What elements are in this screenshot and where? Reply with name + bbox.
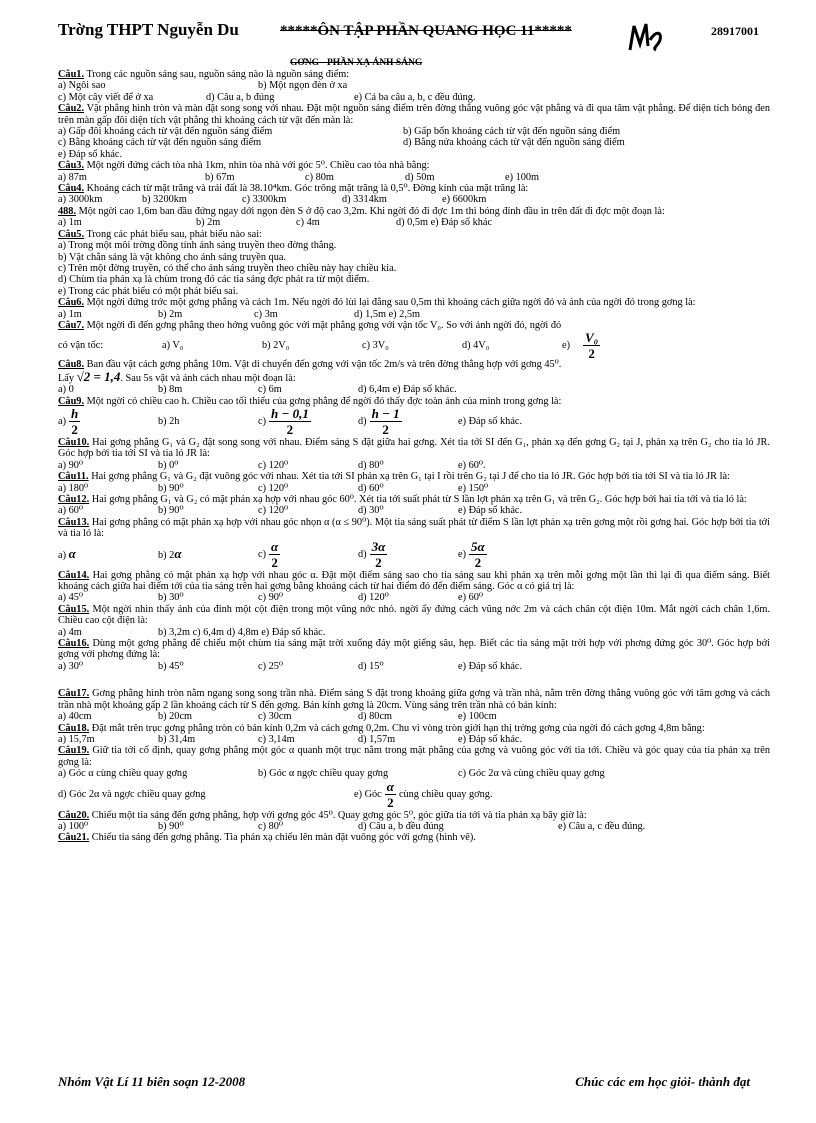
answer-option: a) 15,7m (58, 733, 95, 745)
question-number: Câu1. (58, 69, 85, 80)
answer-option: b) Gấp bốn khoảng cách từ vật đến nguồn sáng điểm (403, 126, 621, 138)
fraction-denominator: 2 (387, 795, 394, 811)
question-number: Câu7. (58, 319, 85, 331)
answer-option: c) 25⁰ (258, 660, 283, 672)
signature-logo-icon (626, 20, 666, 54)
label: e) Góc (354, 788, 382, 800)
answer-option: e) 100cm (458, 711, 497, 723)
answer-row (58, 734, 770, 745)
document-code: 28917001 (711, 24, 759, 38)
fraction-numerator: α (386, 779, 394, 795)
answer-option: c) 3300km (242, 194, 287, 206)
answer-option: c) 4m (296, 217, 320, 229)
question (58, 396, 770, 437)
text: Lấy (58, 372, 75, 384)
question (58, 359, 770, 395)
question-stem: Chiếu tia sáng đến gơng phẳng. Tia phản xạ chiếu lên màn đặt vuông góc với gơng (hình vẽ). (91, 832, 476, 844)
answer-option: a) 1m (58, 308, 82, 320)
answer-option: d) 15⁰ (358, 660, 384, 672)
answer-row (58, 483, 770, 494)
question-number: Câu19. (58, 745, 90, 757)
answer-option: d) 80⁰ (358, 459, 384, 471)
answer-option: e) Câu a, c đều đúng. (558, 820, 646, 832)
question-text (58, 471, 770, 482)
question-number: Câu16. (58, 638, 90, 650)
question-number: Câu15. (58, 603, 90, 615)
answer-option: c) 80⁰ (258, 820, 283, 832)
answer-option (58, 406, 158, 437)
question (58, 570, 770, 604)
answer-option: d) 1,5m e) 2,5m (354, 308, 421, 320)
answer-row (58, 172, 770, 183)
fraction (370, 539, 388, 570)
answer-option: e) 100m (505, 171, 540, 183)
label: a) (58, 416, 66, 428)
answer-option: d) Câu a, b đúng (206, 91, 275, 103)
question-number: Câu20. (58, 809, 90, 821)
fraction-numerator: α (271, 539, 279, 555)
answer-option: b) 2m (158, 308, 183, 320)
question-stem: Dùng một gơng phẳng để chiếu một chùm tia sáng mặt trời xuống đáy một giếng sâu, hẹp. Biết các tia sáng mặt trời hợp với phơng đứng góc 30⁰. Góc hợp bởi gơng với phơng đứng là: (58, 638, 770, 661)
answer-option: c) 30cm (258, 711, 292, 723)
question-stem: Hai gơng phẳng có mặt phản xạ hợp với nhau góc α. Đặt một điểm sáng sao cho tia sáng sau khi phản xạ trên mỗi gơng một lần thì lại đi qua điểm sáng. Biết khoảng cách giữa hai điểm tới của tia sáng trên hai gơng bằng khoảng cách từ hai điểm đó đến điểm sáng. Góc α có giá trị là: (58, 569, 770, 593)
question-text (58, 359, 770, 370)
answer-option: a) 30⁰ (58, 660, 83, 672)
question-number: Câu3. (58, 160, 85, 172)
answer-row (58, 194, 770, 205)
answer-option: e) Đáp số khác. (58, 148, 123, 160)
fraction-denominator: 2 (588, 345, 595, 361)
answer-row (58, 149, 770, 160)
answer-option: c) 80m (305, 171, 334, 183)
question (58, 160, 770, 183)
fraction (69, 406, 80, 437)
answer-row (58, 217, 770, 228)
answer-option: c) 3,14m (258, 733, 295, 745)
question-text (58, 69, 770, 80)
question-text (58, 396, 770, 407)
answer-row (58, 460, 770, 471)
answer-option: b) Góc α ngợc chiều quay gơng (258, 768, 389, 780)
answer-option: d) 80cm (358, 711, 393, 723)
answer-option: b) 90⁰ (158, 820, 184, 832)
answer-option: a) 45⁰ (58, 592, 83, 604)
answer-option: a) Ngôi sao (58, 80, 106, 92)
answer-option: b) Một ngọn đèn ở xa (258, 80, 348, 92)
header (58, 20, 763, 54)
fraction-denominator: 2 (71, 422, 78, 438)
answer-option: c) Góc 2α và cùng chiều quay gơng (458, 768, 605, 780)
answer-option: c) Một cây viết để ở xa (58, 91, 154, 103)
question (58, 810, 770, 833)
question-text (58, 437, 770, 460)
question (58, 183, 770, 206)
statement-line: a) Trong một môi trờng đồng tính ánh sáng truyền theo đờng thẳng. (58, 240, 337, 252)
answer-row (58, 80, 770, 91)
answer-option: c) 6m (258, 384, 282, 396)
question-text-cont (58, 371, 770, 384)
question (58, 69, 770, 103)
answer-option: e) Đáp số khác. (458, 733, 523, 745)
answer-row (58, 309, 770, 320)
question-stem: Một ngời cao 1,6m ban đầu đứng ngay dới ngọn đèn S ở độ cao 3,2m. Khi ngời đó đi đợc 1m thì bóng đỉnh đầu in trên đất đi đợc một đoạn là: (78, 205, 665, 217)
question (58, 604, 770, 638)
fraction (269, 539, 280, 570)
label: c) (258, 548, 266, 560)
answer-row (58, 768, 770, 779)
answer-option: e) Đáp số khác. (458, 505, 523, 517)
question (58, 206, 770, 229)
answer-option: d) 1,57m (358, 733, 396, 745)
answer-option: e) Đáp số khác. (458, 416, 523, 428)
fraction-numerator: 3α (371, 539, 386, 555)
question (58, 437, 770, 471)
question-number: Câu21. (58, 832, 90, 844)
question-stem: Vật phẳng hình tròn và màn đặt song song với nhau. Đặt một nguồn sáng điểm trên đờng thẳng vuông góc vật phẳng và đi qua tâm vật phẳng. Để diện tích bóng đen trên màn gấp đôi diện tích vật phẳng thì khoảng cách từ vật đến màn là: (58, 103, 770, 126)
question (58, 320, 770, 359)
answer-option: b) 2m (196, 217, 221, 229)
question-stem: Ban đầu vật cách gơng phẳng 10m. Vật di chuyển đến gơng với vận tốc 2m/s và trên đờng thẳng hợp với gơng 45⁰. (86, 359, 562, 371)
question-text (58, 320, 770, 331)
question (58, 638, 770, 672)
question-text (58, 229, 770, 240)
question-stem: Khoảng cách từ mặt trăng và trái đất là 38.10⁴km. Góc trông mặt trăng là 0,5⁰. Đờng kính của mặt trăng là: (86, 183, 529, 195)
answer-row (58, 627, 770, 638)
answer-option: c) 120⁰ (258, 459, 289, 471)
fraction-numerator: h (71, 406, 79, 422)
answer-option: a) V₀ (162, 339, 184, 351)
question-text (58, 160, 770, 171)
answer-option: a) 60⁰ (58, 505, 83, 517)
answer-option: e) (562, 339, 570, 351)
question (58, 688, 770, 722)
label: e) (458, 548, 466, 560)
fraction (583, 330, 600, 361)
answer-row (58, 592, 770, 603)
statement-line: b) Vật chắn sáng là vật không cho ánh sáng truyền qua. (58, 251, 286, 263)
answer-row (58, 505, 770, 516)
fraction-denominator: 2 (271, 555, 278, 571)
answer-option (458, 539, 558, 570)
question-number: Câu11. (58, 471, 89, 483)
question-stem: Hai gơng phẳng G₁ và G₂ đặt song song với nhau. Điểm sáng S đặt giữa hai gơng. Xét tia tới SI đến G₁, phản xạ đến gơng G₂ tại J, phản xạ trên G₂ cho tia ló JR. Góc hợp bởi tia tới SI và tia ló JR là: (58, 436, 770, 460)
question-number: Câu6. (58, 297, 85, 309)
question-stem: Hai gơng phẳng G₁ và G₂ đặt vuông góc với nhau. Xét tia tới SI phản xạ trên G₁ tại I rồi trên G₂ tại J để cho tia ló JR. Góc hợp bởi tia tới SI và tia ló JR là: (91, 471, 730, 483)
question-number: Câu14. (58, 569, 90, 581)
question-stem: Đặt mắt trên trục gơng phẳng tròn có bán kính 0,2m và cách gơng 0,2m. Chu vi vòng tròn giới hạn thị trờng gơng của ngời đó cách gơng 4,8m bằng: (91, 722, 705, 734)
question (58, 103, 770, 160)
fraction-numerator: h − 1 (371, 406, 400, 422)
answer-option: a) 180⁰ (58, 482, 89, 494)
question-text (58, 206, 770, 217)
question-number: Câu10. (58, 436, 90, 448)
text: . Sau 5s vật và ảnh cách nhau một đoạn là: (120, 372, 296, 384)
statement-line: d) Chùm tia phản xạ là chùm trong đó các tia sáng đợc phát ra từ một điểm. (58, 274, 370, 286)
question-stem: Một ngời có chiều cao h. Chiều cao tối thiểu của gơng phẳng để ngời đó thấy đợc toàn ảnh của mình trong gơng là: (86, 395, 562, 407)
question-number: Câu12. (58, 494, 90, 505)
answer-option: a) Góc α cùng chiều quay gơng (58, 768, 188, 780)
answer-option (358, 406, 458, 437)
question-list (58, 69, 770, 844)
answer-option: d) 4V₀ (462, 339, 490, 351)
answer-row (58, 331, 770, 359)
answer-option: d) Câu a, b đều đúng (358, 820, 444, 832)
answer-option: e) Cả ba câu a, b, c đều đúng. (354, 91, 476, 103)
answer-option (354, 779, 654, 810)
answer-option: a) 0 (58, 384, 74, 396)
fraction-denominator: 2 (286, 422, 294, 438)
question (58, 471, 770, 494)
question-stem: Trong các phát biểu sau, phát biểu nào sai: (86, 228, 262, 240)
question (58, 297, 770, 320)
answer-option: b) 31,4m (158, 733, 196, 745)
answer-option: d) 30⁰ (358, 505, 384, 517)
answer-option: b) 2h (158, 416, 180, 428)
fraction-denominator: 2 (375, 555, 382, 571)
answer-row (58, 137, 770, 148)
question-number: Câu2. (58, 103, 85, 115)
fraction-denominator: 2 (474, 555, 482, 571)
question-text (58, 832, 770, 843)
answer-option: a) Gấp đôi khoảng cách từ vật đến nguồn sáng điểm (58, 126, 273, 138)
answer-option: b) 20cm (158, 711, 193, 723)
answer-option: c) 120⁰ (258, 505, 289, 517)
fraction (385, 779, 396, 810)
question-text (58, 103, 770, 126)
answer-option (358, 539, 458, 570)
question-number: Câu4. (58, 183, 85, 195)
question-number: Câu9. (58, 395, 85, 407)
answer-option: e) 60⁰. (458, 459, 486, 471)
question-stem: Một ngời nhìn thấy ảnh của đỉnh một cột điện trong một vũng nớc nhỏ. ngời ấy đứng cách vũng nớc 2m và cách chân cột điện 10m. Mắt ngời cách chân 1,6m. Chiều cao cột điện là: (58, 603, 770, 627)
question-text (58, 810, 770, 821)
answer-option: a) 40cm (58, 711, 92, 723)
answer-option: c) 120⁰ (258, 482, 289, 494)
answer-option (58, 548, 158, 561)
label: d) (358, 416, 367, 428)
answer-option: a) 87m (58, 171, 87, 183)
answer-option: d) Góc 2α và ngợc chiều quay gơng (58, 788, 206, 800)
answer-option: a) 90⁰ (58, 459, 83, 471)
answer-option: d) 6,4m e) Đáp số khác. (358, 384, 457, 396)
label: b) 2 (158, 549, 175, 561)
question-stem: Trong các nguồn sáng sau, nguồn sáng nào là nguồn sáng điểm: (86, 69, 350, 80)
answer-row (58, 780, 770, 810)
fraction-numerator: h − 0,1 (271, 406, 309, 422)
fraction (269, 406, 311, 437)
answer-row (58, 92, 770, 103)
question-text (58, 604, 770, 627)
answer-option: b) 8m (158, 384, 183, 396)
question-number: 488. (58, 205, 77, 217)
label: d) (358, 548, 367, 560)
fraction-numerator: V₀ (585, 329, 599, 345)
question-stem: Chiếu một tia sáng đến gơng phẳng, hợp với gơng góc 45⁰. Quay gơng góc 5⁰, góc giữa tia tới và tia phản xạ bây giờ là: (91, 809, 587, 821)
question-stem: Gơng phẳng hình tròn nằm ngang song song trần nhà. Điểm sáng S đặt trong khoảng giữa gơng và trần nhà, nằm trên đờng thẳng vuông góc với tâm gơng và cách trần nhà một khoảng gấp 2 lần khoảng cách từ S đến gơng. Bán kính gơng là 20cm. Vùng sáng trên trần nhà có bán kính: (58, 688, 770, 711)
question-text (58, 745, 770, 768)
answer-option: c) 3m (254, 308, 278, 320)
question-text (58, 183, 770, 194)
question-text (58, 297, 770, 308)
answer-option: c) Bằng khoảng cách từ vật đến nguồn sáng điểm (58, 137, 262, 149)
school-name: Trờng THPT Nguyễn Du (58, 20, 239, 39)
answer-option: b) 90⁰ (158, 505, 184, 517)
question-text (58, 688, 770, 711)
answer-option: c) 90⁰ (258, 592, 283, 604)
answer-option: c) 3V₀ (362, 339, 389, 351)
sqrt-expression: √2 = 1,4 (76, 370, 121, 384)
question-number: Câu8. (58, 359, 85, 371)
question-number: Câu18. (58, 722, 90, 734)
section-subtitle: GƠNG - PHẦN XẠ ÁNH SÁNG (290, 58, 423, 68)
answer-row (58, 407, 770, 437)
answer-intro: có vận tốc: (58, 339, 104, 351)
answer-option: e) 150⁰ (458, 482, 489, 494)
statement-line: e) Trong các phát biểu có một phát biểu sai. (58, 285, 239, 297)
footer-left: Nhóm Vật Lí 11 biên soạn 12-2008 (58, 1074, 246, 1089)
answer-option: b) 90⁰ (158, 482, 184, 494)
question-text (58, 723, 770, 734)
answer-option: a) 4m (58, 626, 82, 638)
answer-option: e) Đáp số khác. (458, 660, 523, 672)
answer-option (258, 539, 358, 570)
alpha: α (174, 547, 182, 561)
question-text (58, 570, 770, 593)
alpha: α (68, 547, 76, 561)
answer-option: b) 30⁰ (158, 592, 184, 604)
question-stem: Một ngời đi đến gơng phẳng theo hớng vuông góc với mặt phẳng gơng với vận tốc V₀. So với ảnh ngời đó, ngời đó (86, 319, 562, 331)
answer-option: d) 3314km (342, 194, 387, 206)
answer-option: d) 0,5m e) Đáp số khác (396, 217, 493, 229)
answer-option: d) 120⁰ (358, 592, 389, 604)
answer-option (258, 406, 358, 437)
answer-option: a) 1m (58, 217, 82, 229)
answer-row (58, 540, 770, 570)
question (58, 745, 770, 809)
document-title: *****ÔN TẬP PHẦN QUANG HỌC 11***** (280, 23, 572, 39)
question-stem: Một ngời đứng trớc một gơng phẳng và cách 1m. Nếu ngời đó lùi lại đằng sau 0,5m thì khoảng cách giữa ngời đó và ảnh của ngời đó trong gơng là: (86, 297, 696, 309)
answer-option: b) 3,2m c) 6,4m d) 4,8m e) Đáp số khác. (158, 626, 326, 638)
question-text (58, 517, 770, 540)
question (58, 517, 770, 570)
answer-option: a) 100⁰ (58, 820, 89, 832)
question-number: Câu5. (58, 228, 85, 240)
question (58, 229, 770, 297)
question-number: Câu17. (58, 688, 90, 700)
label: a) (58, 549, 66, 561)
answer-option: d) 50m (405, 171, 435, 183)
answer-option: e) 60⁰ (458, 592, 483, 604)
answer-option: b) 67m (205, 171, 235, 183)
answer-option: b) 45⁰ (158, 660, 184, 672)
fraction (370, 406, 402, 437)
label: cùng chiều quay gơng. (398, 788, 493, 800)
fraction-denominator: 2 (382, 422, 389, 438)
answer-option: b) 2V₀ (262, 339, 290, 351)
fraction-numerator: 5α (471, 539, 485, 555)
answer-row (58, 711, 770, 722)
question-stem: Hai gơng phẳng có mặt phản xạ hợp với nhau góc nhọn α (α ≤ 90⁰). Một tia sáng suất phát từ điểm S lần lợt phản xạ trên gơng một rồi gơng hai. Góc hợp bởi tia tới và tia ló là: (58, 516, 770, 540)
question-number: Câu13. (58, 516, 90, 528)
answer-option: a) 3000km (58, 194, 103, 206)
question-stem: Hai gơng phẳng G₁ và G₂ có mặt phản xạ hợp với nhau góc 60⁰. Xét tia tới suất phát từ S lần lợt phản xạ trên G₁ và trên G₂. Góc hợp bởi hai tia tới và tia ló là: (91, 494, 747, 505)
answer-option: b) 0⁰ (158, 459, 179, 471)
label: c) (258, 416, 266, 428)
answer-row (58, 126, 770, 137)
answer-row (58, 661, 770, 672)
statement-line: c) Trên một đờng truyền, có thể cho ánh sáng truyền theo chiều này hay chiều kia. (58, 262, 397, 274)
answer-row (58, 821, 770, 832)
question-stem: Một ngời đứng cách tòa nhà 1km, nhìn tòa nhà với góc 5⁰. Chiều cao tòa nhà bằng: (86, 160, 430, 172)
question-text (58, 638, 770, 661)
answer-option: e) 6600km (442, 194, 487, 206)
answer-option (158, 548, 258, 561)
question (58, 494, 770, 517)
fraction (469, 539, 487, 570)
answer-option: d) 60⁰ (358, 482, 384, 494)
answer-row (58, 384, 770, 395)
question (58, 723, 770, 746)
question-text (58, 494, 770, 505)
footer-right: Chúc các em học giỏi- thành đạt (575, 1074, 750, 1089)
answer-option: b) 3200km (142, 194, 187, 206)
question (58, 832, 770, 843)
answer-option: d) Bằng nửa khoảng cách từ vật đến nguồn sáng điểm (403, 137, 625, 149)
question-stem: Giữ tia tới cố định, quay gơng phẳng một góc α quanh một trục nằm trong mặt phẳng của gơng và vuông góc với tia tới. Chiều và góc quay của tia phản xạ trên gơng là: (58, 745, 770, 768)
